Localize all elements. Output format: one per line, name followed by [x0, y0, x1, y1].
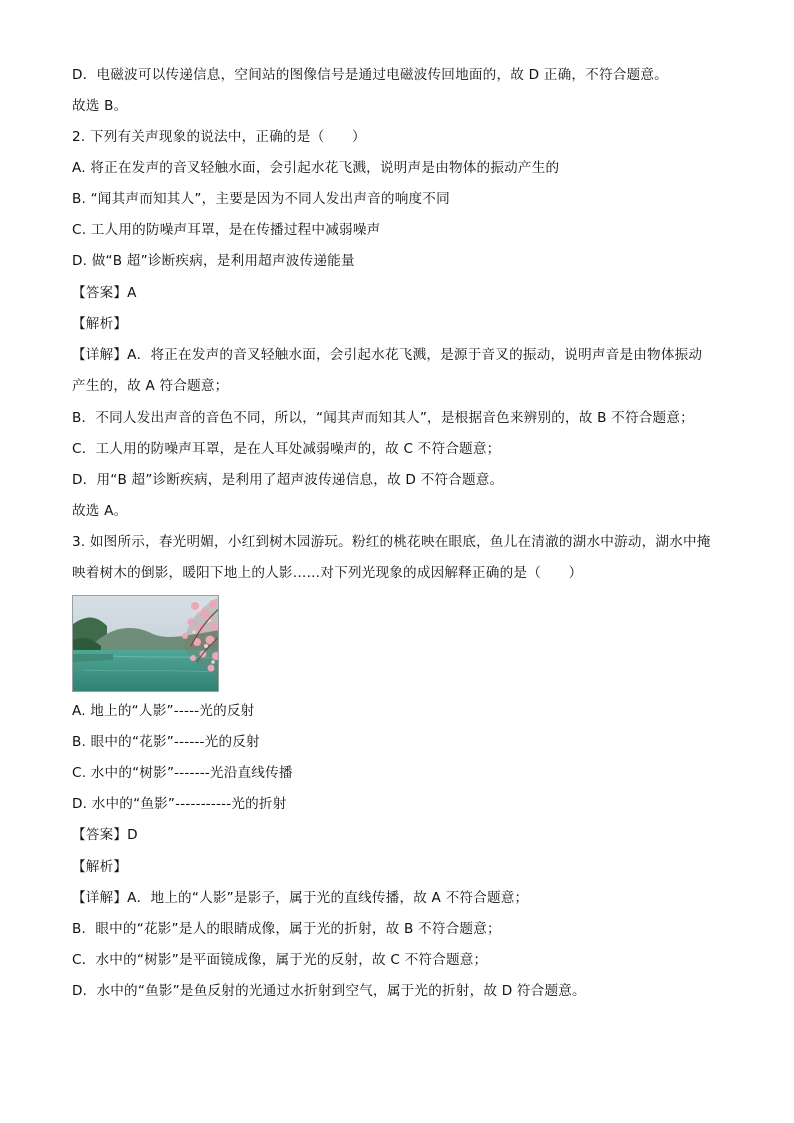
- analysis-label: 【解析】: [72, 859, 128, 875]
- explanation-line: 【详解】A．将正在发声的音叉轻触水面，会引起水花飞溅，是源于音叉的振动，说明声音是由物体振动: [72, 347, 703, 363]
- explanation-line: D．用“B 超”诊断疾病，是利用了超声波传递信息，故 D 不符合题意。: [72, 472, 504, 488]
- option-a: A. 将正在发声的音叉轻触水面，会引起水花飞溅，说明声是由物体的振动产生的: [72, 160, 560, 176]
- text-line: D．电磁波可以传递信息，空间站的图像信号是通过电磁波传回地面的，故 D 正确，不符合题意。: [72, 67, 668, 83]
- conclusion-line: 故选 A。: [72, 503, 128, 519]
- option-a: A. 地上的“人影”-----光的反射: [72, 703, 255, 719]
- explanation-line: C．工人用的防噪声耳罩，是在人耳处减弱噪声的，故 C 不符合题意；: [72, 441, 501, 457]
- option-d: D. 做“B 超”诊断疾病，是利用超声波传递能量: [72, 253, 355, 269]
- option-c: C. 水中的“树影”-------光沿直线传播: [72, 765, 293, 781]
- answer-label: 【答案】D: [72, 827, 138, 843]
- question-3-stem: 3. 如图所示，春光明媚，小红到树木园游玩。粉红的桃花映在眼底，鱼儿在清澈的湖水中游动，湖水中掩: [72, 534, 711, 550]
- text-line: 故选 B。: [72, 98, 128, 114]
- question-2-stem: 2. 下列有关声现象的说法中，正确的是（ ）: [72, 129, 366, 145]
- explanation-line: D．水中的“鱼影”是鱼反射的光通过水折射到空气，属于光的折射，故 D 符合题意。: [72, 983, 586, 999]
- explanation-line: 产生的，故 A 符合题意；: [72, 378, 229, 394]
- answer-label: 【答案】A: [72, 285, 137, 301]
- analysis-label: 【解析】: [72, 316, 128, 332]
- option-b: B. “闻其声而知其人”，主要是因为不同人发出声音的响度不同: [72, 191, 450, 207]
- explanation-line: B．眼中的“花影”是人的眼睛成像，属于光的折射，故 B 不符合题意；: [72, 921, 501, 937]
- explanation-line: B．不同人发出声音的音色不同，所以，“闻其声而知其人”，是根据音色来辨别的，故 B 不符合题意；: [72, 410, 694, 426]
- option-b: B. 眼中的“花影”------光的反射: [72, 734, 260, 750]
- explanation-line: 【详解】A．地上的“人影”是影子，属于光的直线传播，故 A 不符合题意；: [72, 890, 529, 906]
- option-d: D. 水中的“鱼影”-----------光的折射: [72, 796, 287, 812]
- question-3-stem-continued: 映着树木的倒影，暖阳下地上的人影……对下列光现象的成因解释正确的是（ ）: [72, 565, 583, 581]
- option-c: C. 工人用的防噪声耳罩，是在传播过程中减弱噪声: [72, 222, 381, 238]
- explanation-line: C．水中的“树影”是平面镜成像，属于光的反射，故 C 不符合题意；: [72, 952, 488, 968]
- lake-blossom-photo: [72, 595, 219, 692]
